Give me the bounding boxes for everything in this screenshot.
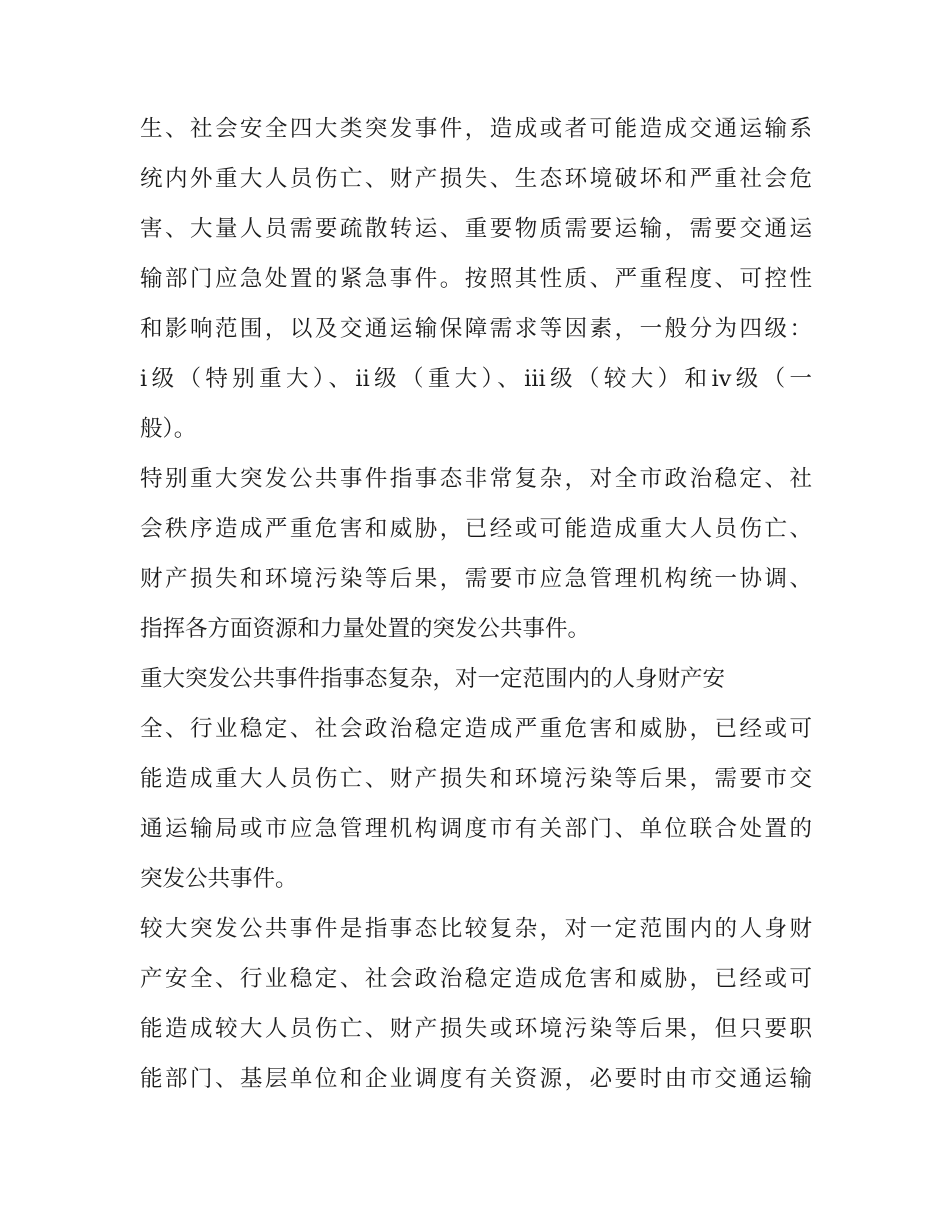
text-line: 输部门应急处置的紧急事件。按照其性质、严重程度、可控性 <box>140 266 812 292</box>
text-line: 通运输局或市应急管理机构调度市有关部门、单位联合处置的 <box>140 816 812 842</box>
text-line: 统内外重大人员伤亡、财产损失、生态环境破坏和严重社会危 <box>140 166 812 192</box>
text-line: 能造成重大人员伤亡、财产损失和环境污染等后果，需要市交 <box>140 766 812 792</box>
text-line: 财产损失和环境污染等后果，需要市应急管理机构统一协调、 <box>140 566 812 592</box>
text-line: 能造成较大人员伤亡、财产损失或环境污染等后果，但只要职 <box>140 1016 812 1042</box>
text-line: 产安全、行业稳定、社会政治稳定造成危害和威胁，已经或可 <box>140 966 812 992</box>
text-line: 全、行业稳定、社会政治稳定造成严重危害和威胁，已经或可 <box>140 716 812 742</box>
text-line: 指挥各方面资源和力量处置的突发公共事件。 <box>140 616 591 642</box>
text-line: 重大突发公共事件指事态复杂，对一定范围内的人身财产安 <box>140 666 726 692</box>
text-line: 能部门、基层单位和企业调度有关资源，必要时由市交通运输 <box>140 1066 812 1092</box>
text-line: 和影响范围，以及交通运输保障需求等因素，一般分为四级： <box>140 316 812 342</box>
document-body <box>140 104 812 1104</box>
text-line: 突发公共事件。 <box>140 866 298 892</box>
text-line: 生、社会安全四大类突发事件，造成或者可能造成交通运输系 <box>140 116 812 142</box>
text-line: 般）。 <box>140 416 197 442</box>
text-line: ⅰ级（特别重大）、ⅱ级（重大）、ⅲ级（较大）和ⅳ级（一 <box>140 366 812 392</box>
text-line: 会秩序造成严重危害和威胁，已经或可能造成重大人员伤亡、 <box>140 516 812 542</box>
text-line: 害、大量人员需要疏散转运、重要物质需要运输，需要交通运 <box>140 216 812 242</box>
text-line: 特别重大突发公共事件指事态非常复杂，对全市政治稳定、社 <box>140 466 812 492</box>
text-line: 较大突发公共事件是指事态比较复杂，对一定范围内的人身财 <box>140 916 812 942</box>
